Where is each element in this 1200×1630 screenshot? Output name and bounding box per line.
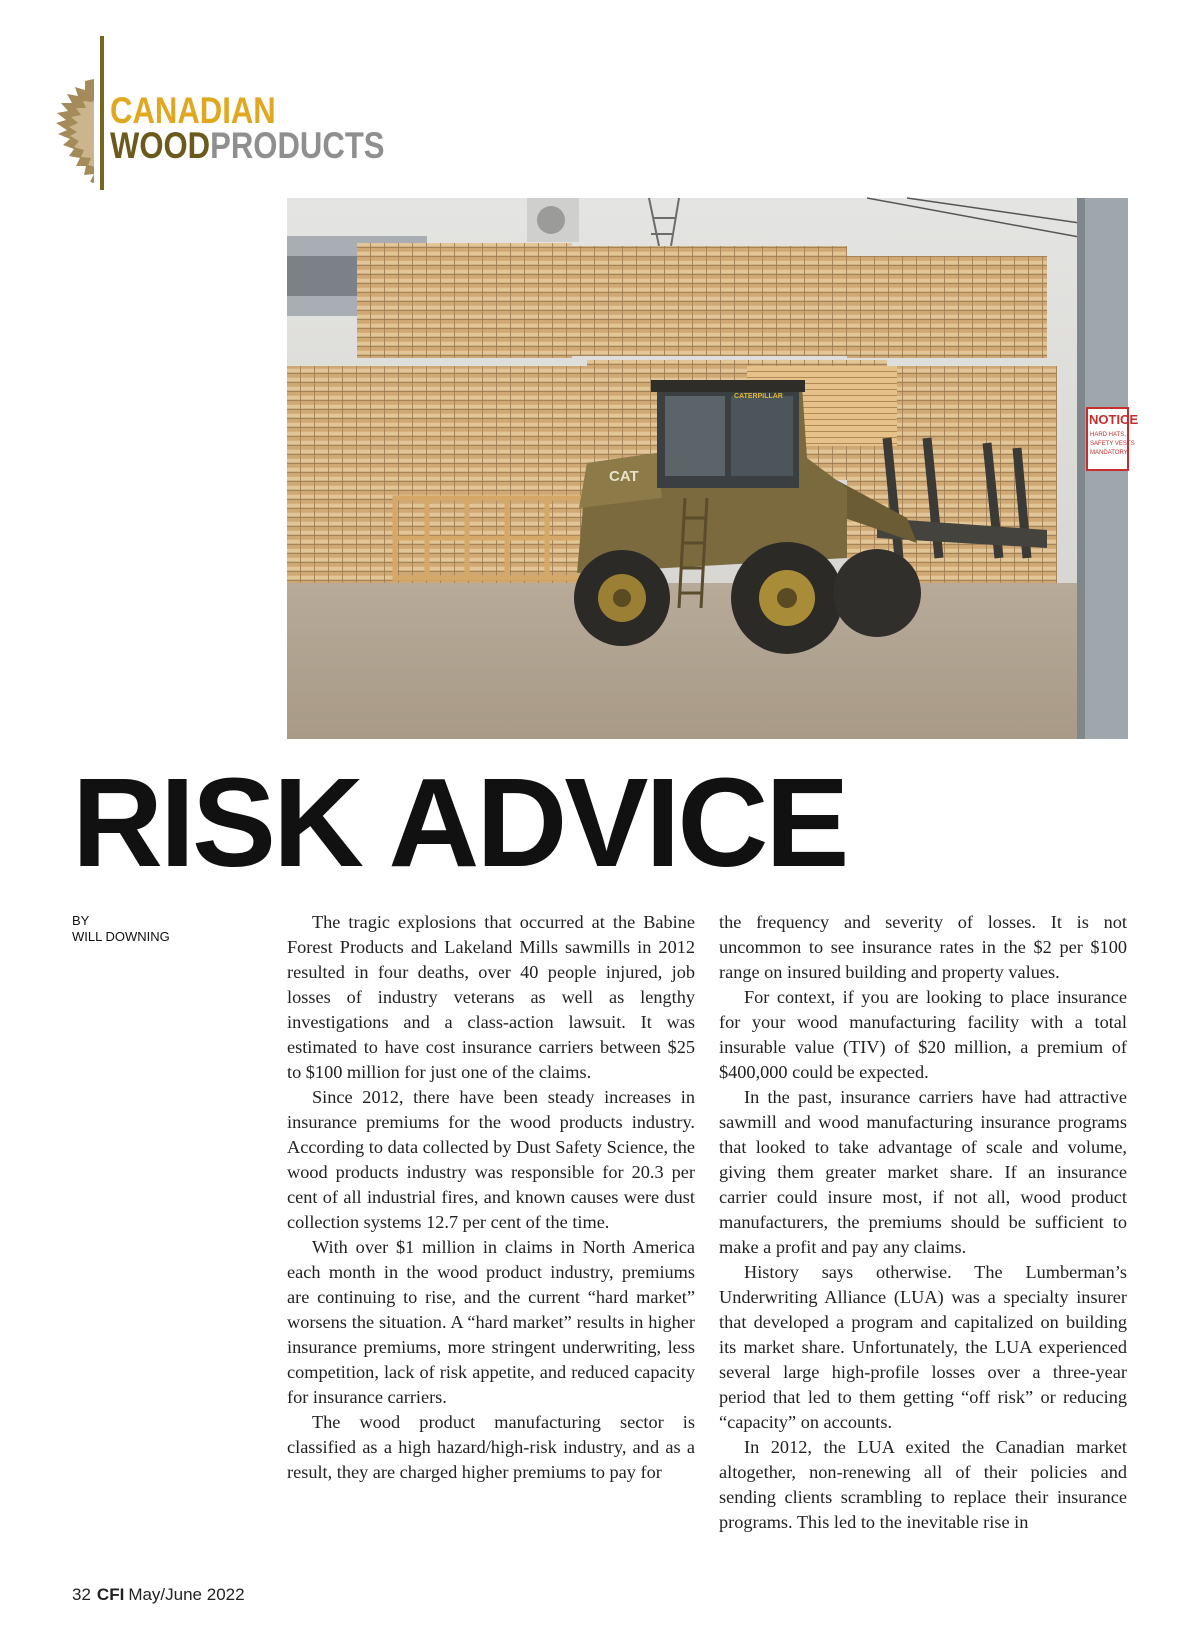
author-name: WILL DOWNING: [72, 929, 170, 944]
logo-divider: [100, 36, 104, 190]
paragraph: In the past, insurance carriers have had attractive sawmill and wood manufacturing insurance programs that looked to take advantage of scale and volume, giving them greater market share. If an insurance carrier could insure most, if not all, wood product manufacturers, the premiums should be sufficient to make a profit and pay any claims.: [719, 1087, 1127, 1257]
magazine-logo: [38, 36, 398, 192]
article-column-2: [719, 910, 1127, 1570]
machine-badge: CAT: [609, 468, 639, 485]
logo-line-woodproducts: [110, 127, 385, 164]
paragraph: The wood product manufacturing sector is classified as a high hazard/high-risk industry, and as a result, they are charged higher premiums to pay for: [287, 1412, 695, 1482]
byline-prefix: BY: [72, 913, 90, 928]
magazine-name: CFI: [96, 1585, 125, 1604]
paragraph: History says otherwise. The Lumberman’s Underwriting Alliance (LUA) was a specialty insurer that developed a program and capitalized on building its market share. Unfortunately, the LUA experienced several large high-profile losses over a three-year period that led to them getting “off risk” or reducing “capacity” on accounts.: [719, 1262, 1127, 1432]
page-footer: [72, 1585, 245, 1605]
paragraph: With over $1 million in claims in North America each month in the wood product industry, premiums are continuing to rise, and the current “hard market” worsens the situation. A “hard market” results in higher insurance premiums, more stringent underwriting, less competition, lack of risk appetite, and reduced capacity for insurance carriers.: [287, 1237, 695, 1407]
paragraph: In 2012, the LUA exited the Canadian market altogether, non-renewing all of their policies and sending clients scrambling to replace their insurance programs. This led to the inevitable rise in: [719, 1437, 1127, 1532]
notice-sign-title: NOTICE: [1089, 412, 1139, 427]
byline: [72, 913, 170, 945]
logo-word-products: PRODUCTS: [210, 125, 385, 166]
notice-sign-line2: SAFETY VESTS: [1090, 441, 1135, 447]
page-number: 32: [72, 1585, 91, 1604]
notice-sign-line1: HARD HATS,: [1090, 432, 1126, 438]
cab-label: CATERPILLAR: [734, 393, 783, 400]
issue-date: May/June 2022: [128, 1585, 245, 1604]
logo-line-canadian: CANADIAN: [110, 90, 276, 131]
notice-sign-line3: MANDATORY: [1090, 450, 1128, 456]
paragraph: the frequency and severity of losses. It is not uncommon to see insurance rates in the $2 per $100 range on insured building and property values.: [719, 912, 1127, 982]
logo-word-wood: WOOD: [110, 125, 211, 166]
paragraph: The tragic explosions that occurred at the Babine Forest Products and Lakeland Mills sawmills in 2012 resulted in four deaths, over 40 people injured, job losses of industry veterans as well as lengthy investigations and a class-action lawsuit. It was estimated to have cost insurance carriers between $25 to $100 million for just one of the claims.: [287, 912, 695, 1082]
article-column-1: [287, 910, 695, 1570]
article-headline: RISK ADVICE: [72, 752, 847, 893]
paragraph: For context, if you are looking to place insurance for your wood manufacturing facility with a total insurable value (TIV) of $20 million, a premium of $400,000 could be expected.: [719, 987, 1127, 1082]
lumber-yard-photo: [287, 198, 1139, 739]
paragraph: Since 2012, there have been steady increases in insurance premiums for the wood products industry. According to data collected by Dust Safety Science, the wood products industry was responsible for 20.3 per cent of all industrial fires, and known causes were dust collection systems 12.7 per cent of the time.: [287, 1087, 695, 1232]
